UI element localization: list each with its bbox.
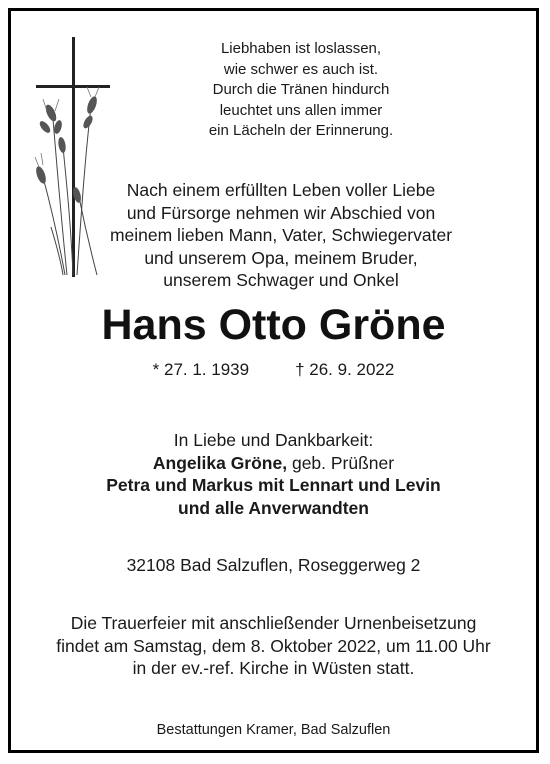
life-dates (11, 359, 536, 381)
mourners (11, 429, 536, 519)
farewell-line: und Fürsorge nehmen wir Abschied von (126, 202, 436, 223)
relatives: und alle Anverwandten (178, 497, 369, 518)
farewell-line: unserem Schwager und Onkel (163, 270, 399, 290)
poem-line: Durch die Tränen hindurch (212, 81, 390, 98)
spouse-maiden-name: geb. Prüßner (287, 452, 395, 473)
farewell-line: meinem lieben Mann, Vater, Schwiegervater (109, 225, 453, 245)
mourners-intro: In Liebe und Dankbarkeit: (173, 430, 374, 450)
poem-line: Liebhaben ist loslassen, (220, 40, 382, 57)
poem-line: ein Lächeln der Erinnerung. (208, 122, 394, 139)
farewell-line: Nach einem erfüllten Leben voller Liebe (126, 180, 436, 200)
funeral-info (31, 612, 516, 680)
birth-date: * 27. 1. 1939 (152, 360, 250, 379)
children: Petra und Markus mit Lennart und Levin (106, 475, 441, 495)
death-date: † 26. 9. 2022 (295, 360, 395, 379)
poem-line: wie schwer es auch ist. (223, 60, 379, 78)
spouse (11, 452, 536, 475)
funeral-line: in der ev.-ref. Kirche in Wüsten statt. (132, 658, 415, 678)
undertaker: Bestattungen Kramer, Bad Salzuflen (156, 722, 391, 738)
poem (151, 39, 451, 142)
funeral-line: Die Trauerfeier mit anschließender Urnenbeisetzung (70, 613, 477, 633)
poem-line: leuchtet uns allen immer (219, 101, 383, 119)
farewell-line: und unserem Opa, meinem Bruder, (144, 247, 418, 268)
farewell-text (71, 179, 491, 292)
deceased-name: Hans Otto Gröne (101, 301, 446, 349)
funeral-line: findet am Samstag, dem 8. Oktober 2022, um 11.00 Uhr (56, 635, 491, 656)
address: 32108 Bad Salzuflen, Roseggerweg 2 (126, 555, 421, 575)
spouse-name: Angelika Gröne, (152, 452, 288, 473)
obituary-notice (8, 8, 539, 753)
